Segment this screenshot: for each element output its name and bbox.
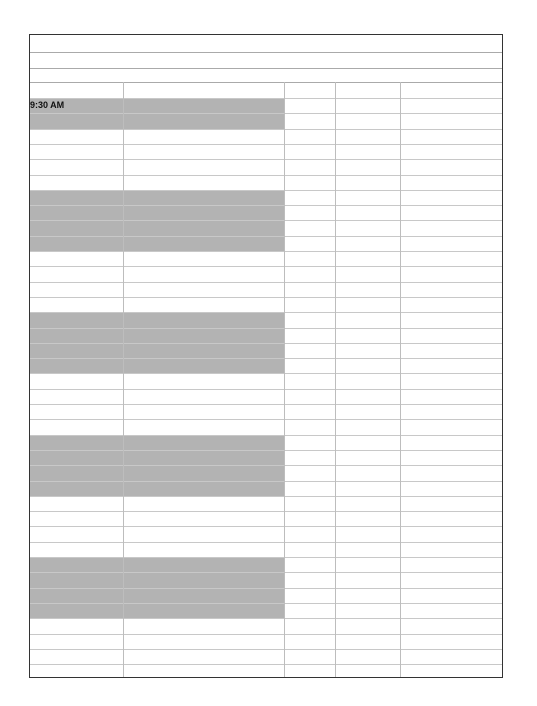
meet-subtitle (30, 52, 502, 69)
grid-line (30, 649, 502, 650)
column-divider (284, 82, 285, 677)
grid-line (30, 404, 502, 405)
grid-line (30, 618, 502, 619)
grid-line (30, 664, 502, 665)
time-column-header (30, 82, 123, 98)
grid-line (30, 159, 502, 160)
grid-line (30, 144, 502, 145)
grid-line (30, 389, 502, 390)
grid-line (30, 588, 502, 589)
grid-line (30, 113, 502, 114)
grid-line (30, 450, 502, 451)
column-divider (335, 82, 336, 677)
grid-line (30, 282, 502, 283)
grid-line (30, 603, 502, 604)
meet-date (30, 68, 502, 83)
grid-line (30, 220, 502, 221)
grid-line (30, 175, 502, 176)
grid-line (30, 373, 502, 374)
grid-line (30, 572, 502, 573)
grid-line (30, 312, 502, 313)
grid-line (30, 465, 502, 466)
grid-line (30, 496, 502, 497)
grid-line (30, 297, 502, 298)
grid-line (30, 557, 502, 558)
grid-line (30, 358, 502, 359)
grid-line (30, 343, 502, 344)
grid-line (30, 511, 502, 512)
grid-line (30, 251, 502, 252)
grid-line (30, 542, 502, 543)
grid-line (30, 419, 502, 420)
grid-line (30, 190, 502, 191)
schedule-sheet (29, 34, 503, 678)
field-events-header (286, 82, 502, 98)
running-time: 9:30 AM (30, 100, 65, 110)
grid-line (30, 435, 502, 436)
grid-line (30, 205, 502, 206)
grid-line (30, 328, 502, 329)
meet-title (30, 35, 502, 53)
grid-line (30, 634, 502, 635)
grid-line (30, 236, 502, 237)
column-divider (400, 82, 401, 677)
grid-line (30, 526, 502, 527)
column-divider (123, 82, 124, 677)
grid-line (30, 481, 502, 482)
grid-line (30, 129, 502, 130)
grid-line (30, 266, 502, 267)
